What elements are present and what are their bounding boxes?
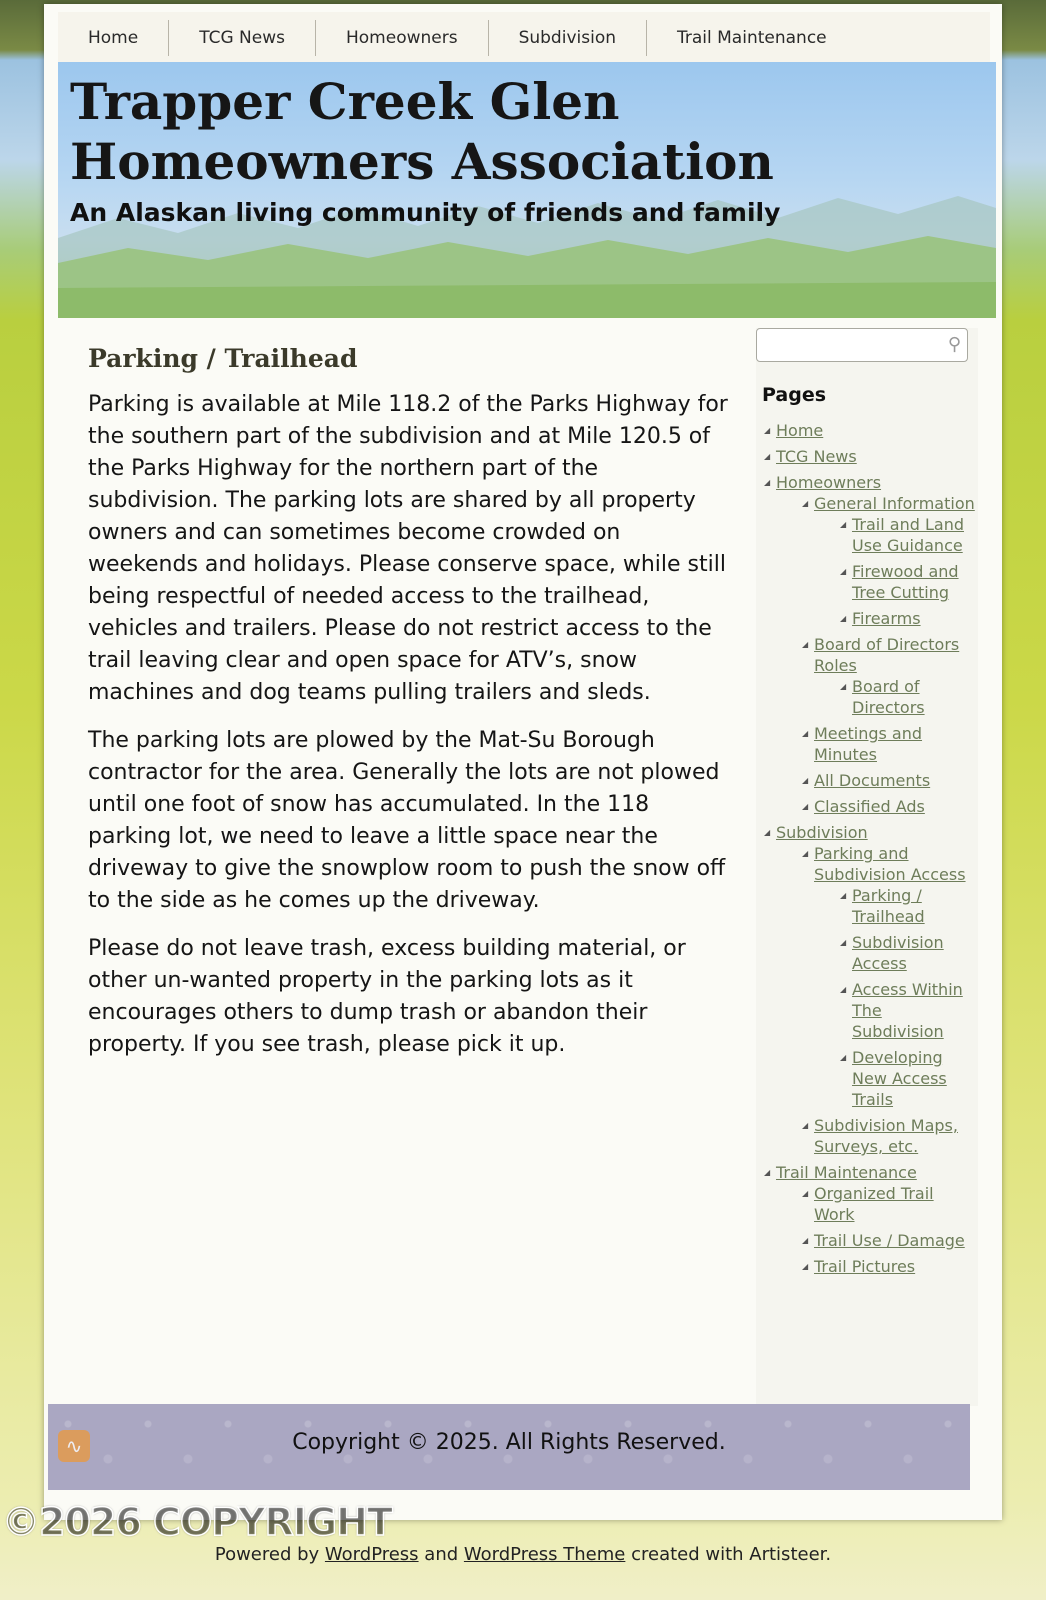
sidebar-item-classified-ads <box>802 796 976 817</box>
link-trail-pictures[interactable]: Trail Pictures <box>814 1257 916 1276</box>
wordpress-link[interactable]: WordPress <box>324 1544 419 1565</box>
nav-homeowners[interactable]: Homeowners <box>316 20 489 56</box>
link-firewood[interactable]: Firewood and Tree Cutting <box>852 562 959 602</box>
sidebar-item-parking-trailhead <box>840 885 976 927</box>
search-icon[interactable]: ⚲ <box>947 334 961 355</box>
nav-subdivision[interactable]: Subdivision <box>489 20 647 56</box>
link-home[interactable]: Home <box>776 421 824 440</box>
link-parking-trailhead[interactable]: Parking / Trailhead <box>852 886 925 926</box>
link-meetings[interactable]: Meetings and Minutes <box>814 724 923 764</box>
sidebar-item-organized-work <box>802 1183 976 1225</box>
link-developing-access[interactable]: Developing New Access Trails <box>852 1048 947 1109</box>
powered-prefix: Powered by <box>214 1544 320 1565</box>
sidebar-item-maps-surveys <box>802 1115 976 1157</box>
sidebar-item-trail-land-use <box>840 514 976 556</box>
sidebar-item-general-information <box>802 493 976 629</box>
post-paragraph-1: Parking is available at Mile 118.2 of the Parks Highway for the southern part of the subdivision and at Mile 120.5 of the Parks Highway for the northern part of the subdivision. The parking lots are shared by all property owners and can sometimes become crowded on weekends and holidays. Please conserve space, while still being respectful of needed access to the trailhead, vehicles and trailers. Please do not restrict access to the trail leaving clear and open space for ATV’s, snow machines and dog teams pulling trailers and sleds. <box>88 392 728 705</box>
post-title: Parking / Trailhead <box>88 344 358 373</box>
site-title[interactable]: Trapper Creek Glen Homeowners Association <box>70 72 774 191</box>
main-content <box>88 344 728 1077</box>
top-nav <box>58 12 990 64</box>
link-classified-ads[interactable]: Classified Ads <box>814 797 925 816</box>
sidebar-item-developing-access <box>840 1047 976 1110</box>
sidebar-item-subdivision <box>764 822 976 1157</box>
link-trail-maintenance[interactable]: Trail Maintenance <box>776 1163 917 1182</box>
post-paragraph-3: Please do not leave trash, excess building material, or other un-wanted property in the parking lots as it encourages others to dump trash or abandon their property. If you see trash, please pick it up. <box>88 936 686 1057</box>
link-access-within[interactable]: Access Within The Subdivision <box>852 980 963 1041</box>
sidebar-item-access-within <box>840 979 976 1042</box>
link-trail-land-use[interactable]: Trail and Land Use Guidance <box>852 515 964 555</box>
nav-tcg-news[interactable]: TCG News <box>169 20 316 56</box>
link-tcg-news[interactable]: TCG News <box>776 447 857 466</box>
sidebar-item-homeowners <box>764 472 976 817</box>
copyright-text: Copyright © 2025. All Rights Reserved. <box>292 1430 726 1455</box>
sidebar-item-firearms <box>840 608 976 629</box>
pages-heading: Pages <box>762 384 827 406</box>
link-board[interactable]: Board of Directors <box>852 677 925 717</box>
powered-suffix: created with Artisteer. <box>631 1544 832 1565</box>
nav-trail-maintenance[interactable]: Trail Maintenance <box>677 28 827 48</box>
sidebar-item-board <box>840 676 976 718</box>
sidebar-item-trail-maintenance <box>764 1162 976 1277</box>
sidebar-item-all-documents <box>802 770 976 791</box>
search-input[interactable] <box>756 328 968 362</box>
sidebar-item-board-roles <box>802 634 976 718</box>
link-board-roles[interactable]: Board of Directors Roles <box>814 635 960 675</box>
link-maps-surveys[interactable]: Subdivision Maps, Surveys, etc. <box>814 1116 958 1156</box>
link-firearms[interactable]: Firearms <box>852 609 921 628</box>
sidebar-item-meetings <box>802 723 976 765</box>
sidebar-item-tcg-news <box>764 446 976 467</box>
link-subdivision-access[interactable]: Subdivision Access <box>852 933 944 973</box>
link-homeowners[interactable]: Homeowners <box>776 473 882 492</box>
pages-tree <box>764 420 976 1282</box>
sidebar <box>756 328 978 1406</box>
wordpress-theme-link[interactable]: WordPress Theme <box>463 1544 626 1565</box>
site-footer <box>48 1404 970 1490</box>
page-sheet <box>44 4 1002 1520</box>
nav-home[interactable]: Home <box>58 20 169 56</box>
post-paragraph-2: The parking lots are plowed by the Mat-Su Borough contractor for the area. Generally the lots are not plowed until one foot of snow has accumulated. In the 118 parking lot, we need to leave a little space near the driveway to give the snowplow room to push the snow off to the side as he comes up the driveway. <box>88 728 726 913</box>
link-general-information[interactable]: General Information <box>814 494 975 513</box>
sidebar-item-subdivision-access <box>840 932 976 974</box>
copyright-watermark: ©2026 COPYRIGHT <box>2 1500 392 1544</box>
sidebar-item-parking-access <box>802 843 976 1110</box>
sidebar-item-trail-use-damage <box>802 1230 976 1251</box>
rss-icon[interactable]: ∿ <box>58 1430 90 1462</box>
link-parking-access[interactable]: Parking and Subdivision Access <box>814 844 966 884</box>
sidebar-item-firewood <box>840 561 976 603</box>
link-all-documents[interactable]: All Documents <box>814 771 931 790</box>
site-header <box>58 62 996 318</box>
powered-and: and <box>424 1544 459 1565</box>
site-slogan: An Alaskan living community of friends and family <box>70 198 781 227</box>
sidebar-item-home <box>764 420 976 441</box>
powered-by-line <box>0 1544 1046 1565</box>
link-organized-work[interactable]: Organized Trail Work <box>814 1184 934 1224</box>
link-trail-use-damage[interactable]: Trail Use / Damage <box>814 1231 965 1250</box>
sidebar-item-trail-pictures <box>802 1256 976 1277</box>
link-subdivision[interactable]: Subdivision <box>776 823 868 842</box>
